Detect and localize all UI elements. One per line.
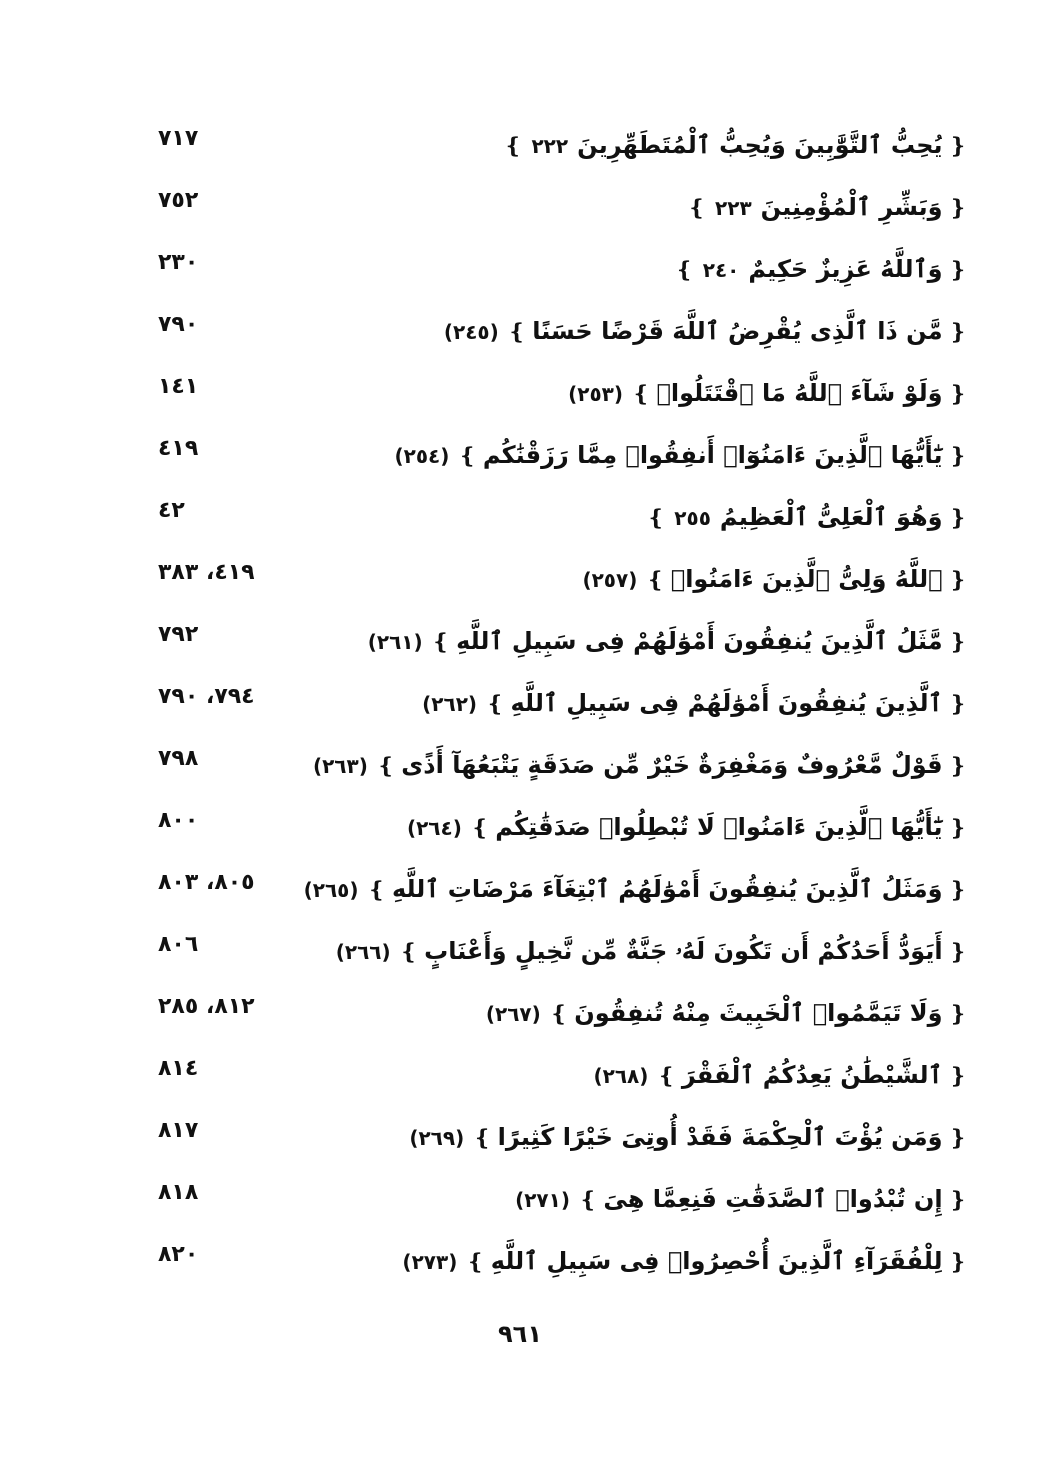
index-row (150, 1234, 970, 1294)
index-row (150, 862, 970, 922)
page-references: ٤٢ (158, 498, 185, 523)
index-row (150, 1172, 970, 1232)
ornate-bracket-open-icon: ❴ (948, 1250, 967, 1275)
ornate-bracket-close-icon: ❵ (646, 568, 665, 593)
ornate-bracket-open-icon: ❴ (948, 568, 967, 593)
verse-citation (587, 1060, 970, 1092)
page-number: ٩٦١ (498, 1320, 542, 1348)
verse-citation (403, 1122, 970, 1154)
verse-number: (٢٦٣) (312, 754, 368, 778)
ornate-bracket-close-icon: ❵ (507, 320, 527, 345)
ornate-bracket-open-icon: ❴ (948, 1064, 967, 1089)
index-row (150, 614, 970, 674)
verse-citation (401, 812, 970, 844)
index-row (150, 304, 970, 364)
verse-number: (٢٦٩) (409, 1126, 465, 1150)
verse-text: يُحِبُّ ٱلتَّوَّٰبِينَ وَيُحِبُّ ٱلْمُتَطَهِّرِينَ (577, 131, 943, 159)
verse-citation (501, 130, 970, 162)
index-row (150, 676, 970, 736)
ornate-bracket-open-icon: ❴ (948, 506, 967, 531)
index-row (150, 924, 970, 984)
ornate-bracket-close-icon: ❵ (470, 816, 490, 841)
verse-number: ٢٥٥ (674, 506, 711, 530)
page-references: ٨١٨ (158, 1180, 199, 1205)
ornate-bracket-close-icon: ❵ (504, 134, 523, 159)
index-row (150, 180, 970, 240)
verse-text: قَوْلٌ مَّعْرُوفٌ وَمَغْفِرَةٌ خَيْرٌ مِّن صَدَقَةٍ يَتْبَعُهَآ أَذًى (401, 751, 943, 779)
ornate-bracket-close-icon: ❵ (473, 1126, 492, 1151)
page-references: ٨٠٥، ٨٠٣ (158, 870, 255, 895)
verse-number: ٢٢٣ (715, 196, 752, 220)
page-references: ٤١٩ (158, 436, 199, 461)
verse-text: يَٰٓأَيُّهَا ٱلَّذِينَ ءَامَنُوا۟ لَا تُبْطِلُوا۟ صَدَقَٰتِكُم (495, 813, 943, 841)
verse-text: وَمَن يُؤْتَ ٱلْحِكْمَةَ فَقَدْ أُوتِىَ خَيْرًا كَثِيرًا (497, 1123, 943, 1151)
ornate-bracket-open-icon: ❴ (948, 878, 967, 903)
ornate-bracket-open-icon: ❴ (948, 320, 967, 345)
index-row (150, 428, 970, 488)
verse-text: مَّن ذَا ٱلَّذِى يُقْرِضُ ٱللَّهَ قَرْضًا حَسَنًا (532, 317, 943, 345)
verse-number: (٢٦٧) (485, 1002, 541, 1026)
verse-number: (٢٦٤) (406, 816, 462, 840)
verse-text: لِلْفُقَرَآءِ ٱلَّذِينَ أُحْصِرُوا۟ فِى سَبِيلِ ٱللَّهِ (490, 1247, 943, 1275)
page-references: ٨١٧ (158, 1118, 199, 1143)
ornate-bracket-close-icon: ❵ (458, 444, 477, 469)
page-references: ٢٣٠ (158, 250, 199, 275)
page-references: ٤١٩، ٣٨٣ (158, 560, 255, 585)
verse-citation (312, 750, 970, 782)
index-row (150, 1048, 970, 1108)
verse-text: وَهُوَ ٱلْعَلِىُّ ٱلْعَظِيمُ (719, 503, 943, 531)
ornate-bracket-open-icon: ❴ (948, 754, 967, 779)
ornate-bracket-close-icon: ❵ (431, 630, 451, 655)
verse-number: (٢٧٣) (402, 1250, 458, 1274)
verse-text: ٱلشَّيْطَٰنُ يَعِدُكُمُ ٱلْفَقْرَ (681, 1061, 943, 1089)
verse-number: (٢٦٨) (593, 1064, 649, 1088)
verse-citation (562, 378, 970, 410)
ornate-bracket-close-icon: ❵ (376, 754, 396, 779)
index-row (150, 490, 970, 550)
ornate-bracket-close-icon: ❵ (367, 878, 386, 903)
ornate-bracket-close-icon: ❵ (466, 1250, 485, 1275)
ornate-bracket-close-icon: ❵ (486, 692, 505, 717)
page-references: ٨٠٦ (158, 932, 199, 957)
verse-citation (303, 874, 970, 906)
page-references: ٨١٤ (158, 1056, 199, 1081)
verse-text: مَّثَلُ ٱلَّذِينَ يُنفِقُونَ أَمْوَٰلَهُمْ فِى سَبِيلِ ٱللَّهِ (456, 627, 943, 655)
ornate-bracket-open-icon: ❴ (948, 258, 967, 283)
verse-number: (٢٥٣) (568, 382, 624, 406)
ornate-bracket-close-icon: ❵ (632, 382, 651, 407)
verse-text: ٱلَّذِينَ يُنفِقُونَ أَمْوَٰلَهُمْ فِى سَبِيلِ ٱللَّهِ (510, 689, 943, 717)
verse-number: (٢٥٧) (582, 568, 638, 592)
verse-citation (396, 1246, 970, 1278)
verse-text: أَيَوَدُّ أَحَدُكُمْ أَن تَكُونَ لَهُۥ جَنَّةٌ مِّن نَّخِيلٍ وَأَعْنَابٍ (424, 937, 943, 965)
page-references: ٨٢٠ (158, 1242, 199, 1267)
verse-number: (٢٥٤) (394, 444, 450, 468)
index-row (150, 552, 970, 612)
index-row (150, 738, 970, 798)
verse-text: وَلَا تَيَمَّمُوا۟ ٱلْخَبِيثَ مِنْهُ تُنفِقُونَ (574, 999, 943, 1027)
index-row (150, 986, 970, 1046)
ornate-bracket-open-icon: ❴ (948, 1002, 967, 1027)
verse-text: وَٱللَّهُ عَزِيزٌ حَكِيمٌ (748, 255, 943, 283)
index-row (150, 242, 970, 302)
verse-number: (٢٤٥) (443, 320, 499, 344)
ornate-bracket-open-icon: ❴ (948, 692, 967, 717)
ornate-bracket-close-icon: ❵ (578, 1188, 598, 1213)
page-references: ١٤١ (158, 374, 199, 399)
verse-citation (416, 688, 970, 720)
verse-text: يَٰٓأَيُّهَا ٱلَّذِينَ ءَامَنُوٓا۟ أَنفِقُوا۟ مِمَّا رَزَقْنَٰكُم (482, 441, 943, 469)
verse-citation (335, 936, 970, 968)
verse-number: (٢٦٥) (303, 878, 359, 902)
ornate-bracket-close-icon: ❵ (399, 940, 419, 965)
ornate-bracket-close-icon: ❵ (687, 196, 707, 221)
verse-citation (509, 1184, 970, 1216)
ornate-bracket-open-icon: ❴ (948, 630, 967, 655)
verse-citation (644, 502, 970, 534)
verse-text: وَبَشِّرِ ٱلْمُؤْمِنِينَ (760, 193, 943, 221)
page-references: ٧٩٢ (158, 622, 199, 647)
verse-text: إِن تُبْدُوا۟ ٱلصَّدَقَٰتِ فَنِعِمَّا هِىَ (603, 1185, 943, 1213)
verse-number: (٢٦٦) (335, 940, 391, 964)
verse-citation (438, 316, 970, 348)
index-row (150, 366, 970, 426)
index-row (150, 118, 970, 178)
page-references: ٧١٧ (158, 126, 199, 151)
page-references: ٧٩٨ (158, 746, 199, 771)
ornate-bracket-open-icon: ❴ (948, 1188, 967, 1213)
ornate-bracket-open-icon: ❴ (948, 134, 967, 159)
index-row (150, 800, 970, 860)
verse-text: وَمَثَلُ ٱلَّذِينَ يُنفِقُونَ أَمْوَٰلَهُمُ ٱبْتِغَآءَ مَرْضَاتِ ٱللَّهِ (391, 875, 943, 903)
ornate-bracket-open-icon: ❴ (948, 940, 967, 965)
verse-index-list (150, 118, 970, 1308)
verse-number: (٢٦١) (367, 630, 423, 654)
ornate-bracket-close-icon: ❵ (549, 1002, 569, 1027)
ornate-bracket-open-icon: ❴ (948, 444, 967, 469)
ornate-bracket-close-icon: ❵ (675, 258, 694, 283)
verse-citation (672, 254, 970, 286)
verse-citation (685, 192, 970, 224)
verse-citation (576, 564, 970, 596)
ornate-bracket-open-icon: ❴ (948, 382, 967, 407)
verse-number: (٢٧١) (515, 1188, 570, 1212)
verse-number: ٢٢٢ (531, 134, 569, 158)
verse-citation (367, 626, 970, 658)
page-references: ٧٥٢ (158, 188, 199, 213)
verse-text: وَلَوْ شَآءَ ٱللَّهُ مَا ٱقْتَتَلُوا۟ (656, 379, 943, 407)
ornate-bracket-close-icon: ❵ (657, 1064, 676, 1089)
verse-number: ٢٤٠ (702, 258, 740, 282)
ornate-bracket-open-icon: ❴ (948, 196, 967, 221)
verse-citation (388, 440, 970, 472)
page-references: ٨١٢، ٢٨٥ (158, 994, 255, 1019)
verse-text: ٱللَّهُ وَلِىُّ ٱلَّذِينَ ءَامَنُوا۟ (670, 565, 943, 593)
ornate-bracket-open-icon: ❴ (948, 1126, 967, 1151)
ornate-bracket-open-icon: ❴ (948, 816, 967, 841)
page-references: ٧٩٠ (158, 312, 199, 337)
verse-citation (480, 998, 970, 1030)
ornate-bracket-close-icon: ❵ (646, 506, 666, 531)
index-row (150, 1110, 970, 1170)
verse-number: (٢٦٢) (422, 692, 478, 716)
page-references: ٧٩٤، ٧٩٠ (158, 684, 255, 709)
page-references: ٨٠٠ (158, 808, 199, 833)
